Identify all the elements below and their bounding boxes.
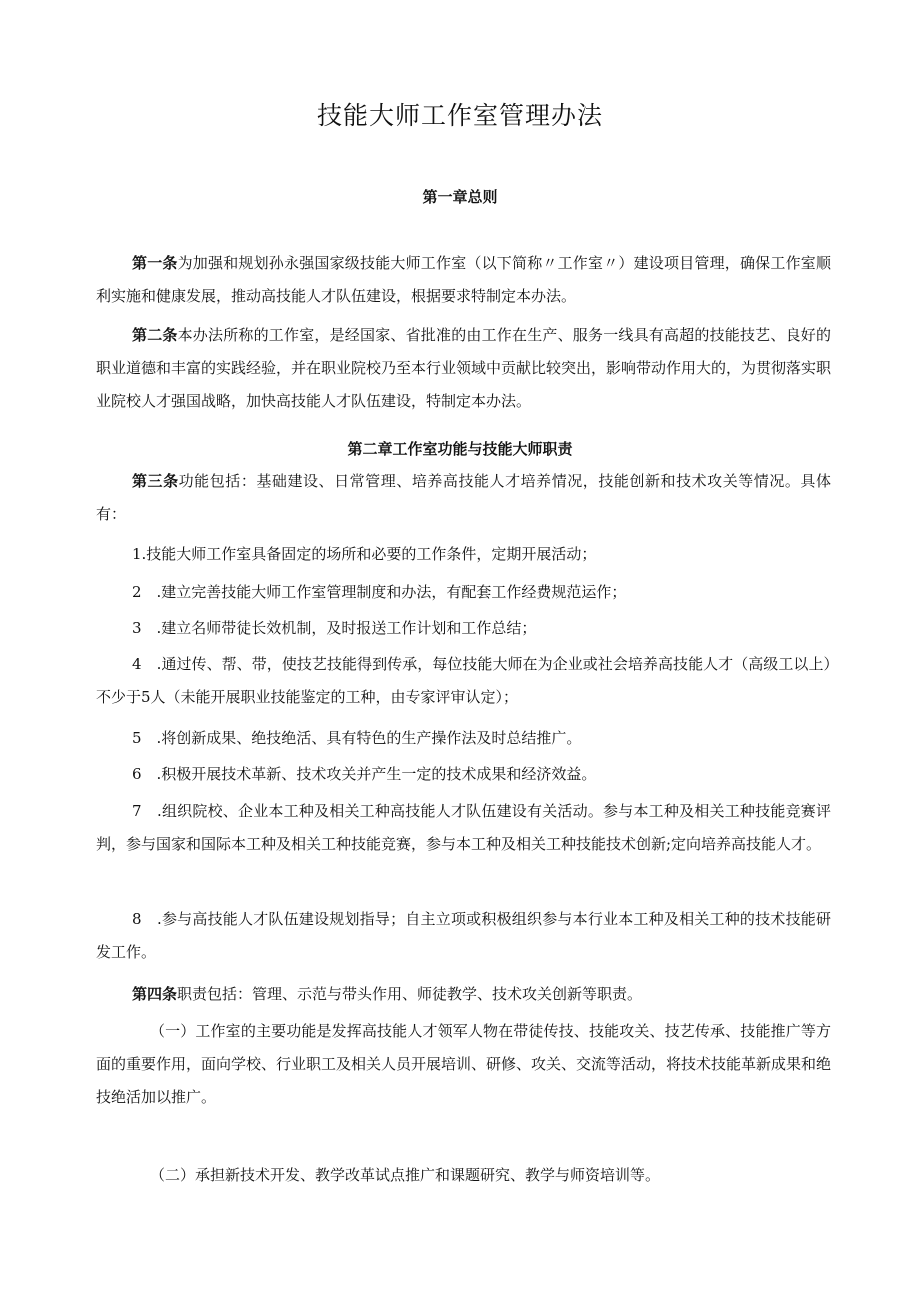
article-3-text: 功能包括：基础建设、日常管理、培养高技能人才培养情况，技能创新和技术攻关等情况。具体有： [96, 472, 831, 523]
list-item: 6 .积极开展技术革新、技术攻关并产生一定的技术成果和经济效益。 [132, 765, 597, 783]
list-item: 8 .参与高技能人才队伍建设规划指导；自主立项或积极组织参与本行业本工种及相关工种的技术技能研发工作。 [96, 910, 831, 961]
article-3-lead: 第三条 [132, 472, 179, 490]
list-item: 4 .通过传、帮、带，使技艺技能得到传承，每位技能大师在为企业或社会培养高技能人才（高级工以上）不少于5人（未能开展职业技能鉴定的工种，由专家评审认定）； [96, 655, 831, 706]
article-1 [96, 247, 831, 313]
article-2 [96, 319, 831, 418]
document-title: 技能大师工作室管理办法 [316, 101, 603, 130]
article-3 [96, 465, 831, 531]
list-item: 5 .将创新成果、绝技绝活、具有特色的生产操作法及时总结推广。 [132, 729, 582, 747]
article-1-lead: 第一条 [132, 254, 178, 272]
article-4 [96, 978, 831, 1011]
list-item: 7 .组织院校、企业本工种及相关工种高技能人才队伍建设有关活动。参与本工种及相关工种技能竞赛评判，参与国家和国际本工种及相关工种技能竞赛，参与本工种及相关工种技能技术创新;定向培养高技能人才。 [96, 802, 831, 853]
article-2-text: 本办法所称的工作室，是经国家、省批准的由工作在生产、服务一线具有高超的技能技艺、良好的职业道德和丰富的实践经验，并在职业院校乃至本行业领域中贡献比较突出，影响带动作用大的，为贯彻落实职业院校人才强国战略，加快高技能人才队伍建设，特制定本办法。 [96, 326, 832, 410]
chapter-heading-2: 第二章工作室功能与技能大师职责 [347, 440, 573, 458]
list-item: 2 .建立完善技能大师工作室管理制度和办法，有配套工作经费规范运作； [132, 583, 627, 601]
article-4-lead: 第四条 [132, 985, 178, 1003]
article-4-text: 职责包括：管理、示范与带头作用、师徒教学、技术攻关创新等职责。 [177, 985, 643, 1003]
article-1-text: 为加强和规划孙永强国家级技能大师工作室（以下简称〃工作室〃）建设项目管理，确保工作室顺利实施和健康发展，推动高技能人才队伍建设，根据要求特制定本办法。 [96, 254, 831, 305]
list-item: 1.技能大师工作室具备固定的场所和必要的工作条件，定期开展活动； [132, 545, 597, 563]
sub-clause-1: （一）工作室的主要功能是发挥高技能人才领军人物在带徒传技、技能攻关、技艺传承、技能推广等方面的重要作用，面向学校、行业职工及相关人员开展培训、研修、攻关、交流等活动，将技术技能革新成果和绝技绝活加以推广。 [96, 1022, 832, 1106]
chapter-heading-1: 第一章总则 [422, 188, 498, 206]
article-2-lead: 第二条 [132, 326, 178, 344]
sub-clause-2: （二）承担新技术开发、教学改革试点推广和课题研究、教学与师资培训等。 [150, 1166, 661, 1184]
list-item: 3 .建立名师带徒长效机制，及时报送工作计划和工作总结； [132, 619, 537, 637]
